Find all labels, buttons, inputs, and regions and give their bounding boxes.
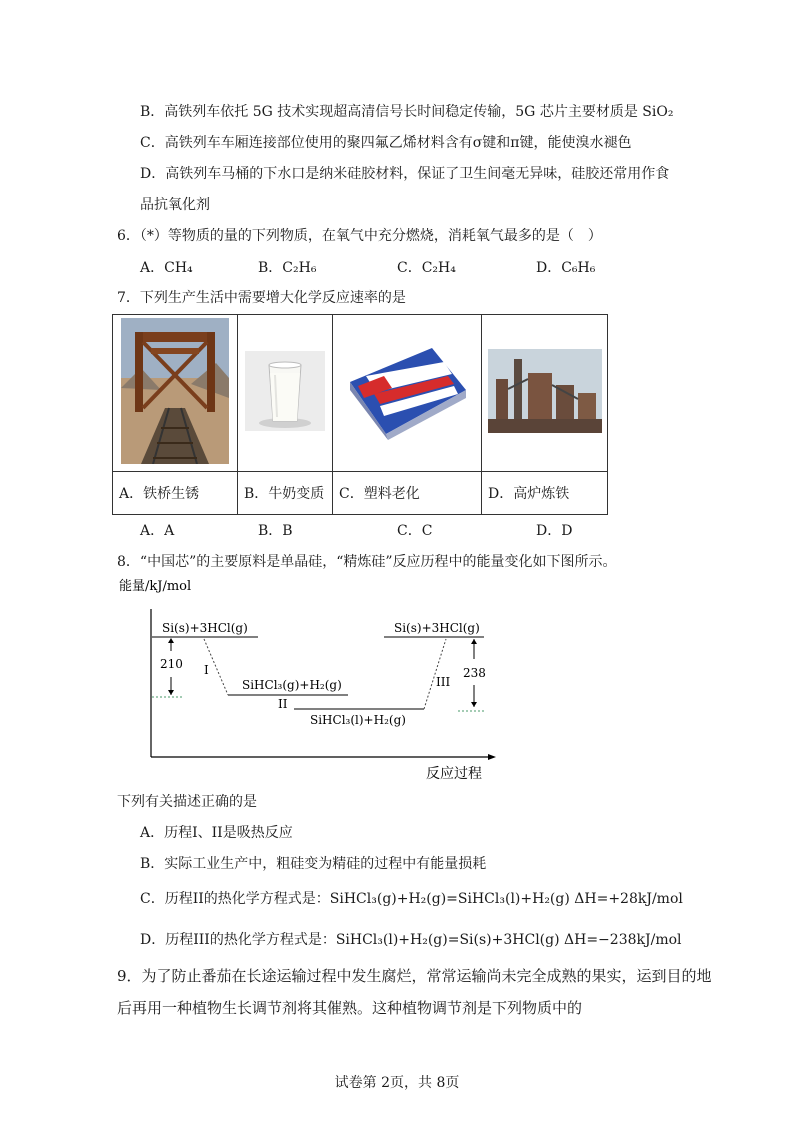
q7-image-cell-a	[113, 315, 238, 472]
q8-option-c: C．历程II的热化学方程式是：SiHCl₃(g)+H₂(g)=SiHCl₃(l)+H₂(g) ΔH=+28kJ/mol	[140, 891, 683, 907]
q7-image-table	[112, 314, 608, 515]
q5-option-b: B．高铁列车依托 5G 技术实现超高清信号长时间稳定传输，5G 芯片主要材质是 SiO₂	[140, 104, 674, 120]
q7-option-b: B．B	[258, 523, 293, 539]
level-sihcl3-gas-label: SiHCl₃(g)+H₂(g)	[242, 678, 342, 692]
energy-xlabel: 反应过程	[426, 766, 482, 782]
q7-image-cell-c	[333, 315, 482, 472]
step-label-3: III	[436, 675, 451, 689]
delta-3-arrowhead-up	[471, 639, 477, 644]
q8-option-a: A．历程I、II是吸热反应	[140, 825, 293, 841]
path-step-3	[424, 639, 446, 709]
q7-image-cell-b	[238, 315, 333, 472]
step-label-1: I	[204, 663, 209, 677]
blast-furnace-image	[488, 349, 602, 433]
q6-option-a: A．CH₄	[140, 260, 193, 276]
q7-label-c: C．塑料老化	[333, 472, 482, 515]
q7-label-d: D．高炉炼铁	[482, 472, 608, 515]
energy-diagram	[112, 573, 502, 783]
energy-ylabel: 能量/kJ/mol	[119, 579, 192, 594]
milk-glass-image	[245, 351, 325, 431]
plastic-tarp-image	[344, 342, 470, 440]
delta-3-value: 238	[463, 666, 486, 680]
rusty-bridge-image	[121, 318, 229, 464]
q8-option-b: B．实际工业生产中，粗硅变为精硅的过程中有能量损耗	[140, 856, 487, 872]
q8-stem: 8．“中国芯”的主要原料是单晶硅，“精炼硅”反应历程中的能量变化如下图所示。	[117, 554, 617, 570]
q8-option-d: D．历程III的热化学方程式是：SiHCl₃(l)+H₂(g)=Si(s)+3HCl(g) ΔH=−238kJ/mol	[140, 932, 682, 948]
delta-1-arrowhead-down	[168, 690, 174, 695]
q7-label-b: B．牛奶变质	[238, 472, 333, 515]
q9-line1: 9．为了防止番茄在长途运输过程中发生腐烂，常常运输尚未完全成熟的果实，运到目的地	[117, 967, 712, 985]
delta-1-value: 210	[160, 657, 183, 671]
q6-option-d: D．C₆H₆	[536, 260, 596, 276]
q5-option-d-line2: 品抗氧化剂	[140, 197, 210, 213]
delta-1-arrowhead-up	[168, 638, 174, 643]
level-initial-label: Si(s)+3HCl(g)	[162, 621, 248, 635]
page-footer: 试卷第 2页，共 8页	[334, 1075, 460, 1091]
q7-image-cell-d	[482, 315, 608, 472]
q6-stem: 6．（*）等物质的量的下列物质，在氧气中充分燃烧，消耗氧气最多的是（ ）	[117, 228, 602, 244]
delta-3-arrowhead-down	[471, 702, 477, 707]
x-axis-arrow	[488, 754, 496, 760]
q7-label-a: A．铁桥生锈	[113, 472, 238, 515]
step-label-2: II	[278, 697, 288, 711]
q5-option-c: C．高铁列车车厢连接部位使用的聚四氟乙烯材料含有σ键和π键，能使溴水褪色	[140, 135, 632, 151]
q8-ask: 下列有关描述正确的是	[117, 794, 257, 810]
q6-option-b: B．C₂H₆	[258, 260, 317, 276]
q5-option-d-line1: D．高铁列车马桶的下水口是纳米硅胶材料，保证了卫生间毫无异味，硅胶还常用作食	[140, 166, 670, 182]
q9-line2: 后再用一种植物生长调节剂将其催熟。这种植物调节剂是下列物质中的	[117, 999, 583, 1017]
level-final-label: Si(s)+3HCl(g)	[394, 621, 480, 635]
q6-option-c: C．C₂H₄	[397, 260, 456, 276]
q7-option-a: A．A	[140, 523, 175, 539]
level-sihcl3-liquid-label: SiHCl₃(l)+H₂(g)	[310, 713, 406, 727]
q7-option-d: D．D	[536, 523, 573, 539]
q7-option-c: C．C	[397, 523, 433, 539]
q7-stem: 7．下列生产生活中需要增大化学反应速率的是	[117, 290, 406, 306]
